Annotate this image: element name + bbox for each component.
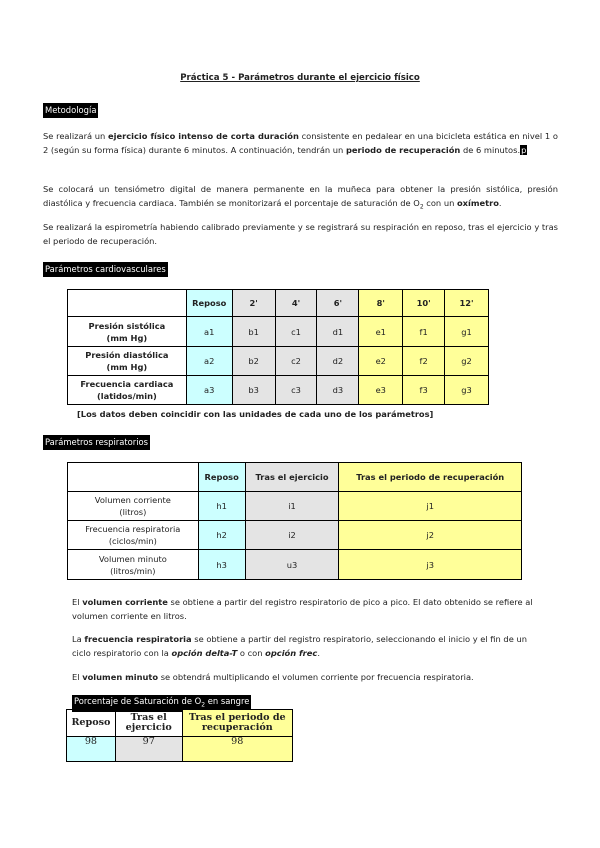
table-cell: a1 <box>186 317 232 347</box>
col-header: Tras el ejercicio <box>115 710 182 737</box>
table-header-row <box>67 710 293 737</box>
col-header: 10' <box>403 290 445 317</box>
table-cell: d2 <box>317 347 359 376</box>
saturation-heading: Porcentaje de Saturación de $O_2$ en sangre <box>72 695 251 712</box>
table-cell: h3 <box>198 550 245 580</box>
table-cell: u3 <box>245 550 339 580</box>
table-cell: d1 <box>317 317 359 347</box>
table-cell: g3 <box>445 376 489 405</box>
resp-table <box>67 462 522 580</box>
table-cell: 98 <box>182 737 292 762</box>
table-cell: e2 <box>359 347 403 376</box>
col-header: Reposo <box>67 710 116 737</box>
col-header: Tras el periodo de recuperación <box>182 710 292 737</box>
row-label: Volumen corriente (litros) <box>68 492 199 521</box>
saturation-table <box>66 709 293 762</box>
table-row <box>68 521 522 550</box>
paragraph-volumen-minuto: El volumen minuto se obtendrá multiplicando el volumen corriente por frecuencia respiratoria. <box>72 672 474 682</box>
table-cell: c1 <box>275 317 317 347</box>
table-cell: j1 <box>339 492 522 521</box>
col-header: Reposo <box>198 463 245 492</box>
paragraph-tensiometro: Se colocará un tensiómetro digital de manera permanente en la muñeca para obtener la presión sistólica, presión diastólica y frecuencia cardiaca. También se monitorizará el porcentaje de saturación de $O_2$ con un oxímetro. <box>43 184 558 211</box>
table-cell: j2 <box>339 521 522 550</box>
table-cell: b3 <box>232 376 275 405</box>
paragraph-ejercicio: Se realizará un ejercicio físico intenso de corta duración consistente en pedalear en una bicicleta estática en nivel 1 o 2 (según su forma física) durante 6 minutos. A continuación, tendrán un periodo de recuperación de 6 minutos.p <box>43 131 558 155</box>
table-cell: b1 <box>232 317 275 347</box>
table-cell: d3 <box>317 376 359 405</box>
col-header: 8' <box>359 290 403 317</box>
table-row <box>68 492 522 521</box>
table-cell: c3 <box>275 376 317 405</box>
cardio-table <box>67 289 489 405</box>
table-cell: f3 <box>403 376 445 405</box>
table-cell: i2 <box>245 521 339 550</box>
row-label: Frecuencia respiratoria (ciclos/min) <box>68 521 199 550</box>
table-header-row <box>68 463 522 492</box>
table-row <box>68 376 489 405</box>
units-note: [Los datos deben coincidir con las unidades de cada uno de los parámetros] <box>77 409 434 419</box>
corner-cell <box>68 290 187 317</box>
table-cell: g1 <box>445 317 489 347</box>
table-cell: b2 <box>232 347 275 376</box>
page-title: Práctica 5 - Parámetros durante el ejercicio físico <box>180 73 420 83</box>
col-header: 12' <box>445 290 489 317</box>
table-row <box>68 347 489 376</box>
table-cell: h1 <box>198 492 245 521</box>
col-header: Tras el ejercicio <box>245 463 339 492</box>
table-cell: a3 <box>186 376 232 405</box>
col-header: 6' <box>317 290 359 317</box>
table-row <box>67 737 293 762</box>
paragraph-frecuencia-respiratoria: La frecuencia respiratoria se obtiene a partir del registro respiratorio, seleccionando el inicio y el fin de un ciclo respiratorio con la opción delta-T o con opción frec. <box>72 634 527 658</box>
section-heading-cardiovasculares: Parámetros cardiovasculares <box>43 262 168 277</box>
section-heading-respiratorios: Parámetros respiratorios <box>43 435 150 450</box>
table-cell: i1 <box>245 492 339 521</box>
row-label: Volumen minuto (litros/min) <box>68 550 199 580</box>
table-cell: j3 <box>339 550 522 580</box>
table-cell: f1 <box>403 317 445 347</box>
paragraph-volumen-corriente: El volumen corriente se obtiene a partir del registro respiratorio de pico a pico. El dato obtenido se refiere al volumen corriente en litros. <box>72 597 533 621</box>
table-cell: e3 <box>359 376 403 405</box>
paragraph-espirometria: Se realizará la espirometría habiendo calibrado previamente y se registrará su respiración en reposo, tras el ejercicio y tras el periodo de recuperación. <box>43 222 558 246</box>
table-cell: 98 <box>67 737 116 762</box>
section-heading-metodologia: Metodología <box>43 103 98 118</box>
row-label: Frecuencia cardiaca (latidos/min) <box>68 376 187 405</box>
row-label: Presión sistólica (mm Hg) <box>68 317 187 347</box>
col-header: Tras el periodo de recuperación <box>339 463 522 492</box>
table-header-row <box>68 290 489 317</box>
table-row <box>68 317 489 347</box>
table-cell: 97 <box>115 737 182 762</box>
table-cell: f2 <box>403 347 445 376</box>
table-cell: a2 <box>186 347 232 376</box>
table-cell: h2 <box>198 521 245 550</box>
corner-cell <box>68 463 199 492</box>
row-label: Presión diastólica (mm Hg) <box>68 347 187 376</box>
table-cell: g2 <box>445 347 489 376</box>
text-cursor: p <box>521 144 527 155</box>
table-row <box>68 550 522 580</box>
col-header: 4' <box>275 290 317 317</box>
col-header: Reposo <box>186 290 232 317</box>
table-cell: c2 <box>275 347 317 376</box>
table-cell: e1 <box>359 317 403 347</box>
col-header: 2' <box>232 290 275 317</box>
